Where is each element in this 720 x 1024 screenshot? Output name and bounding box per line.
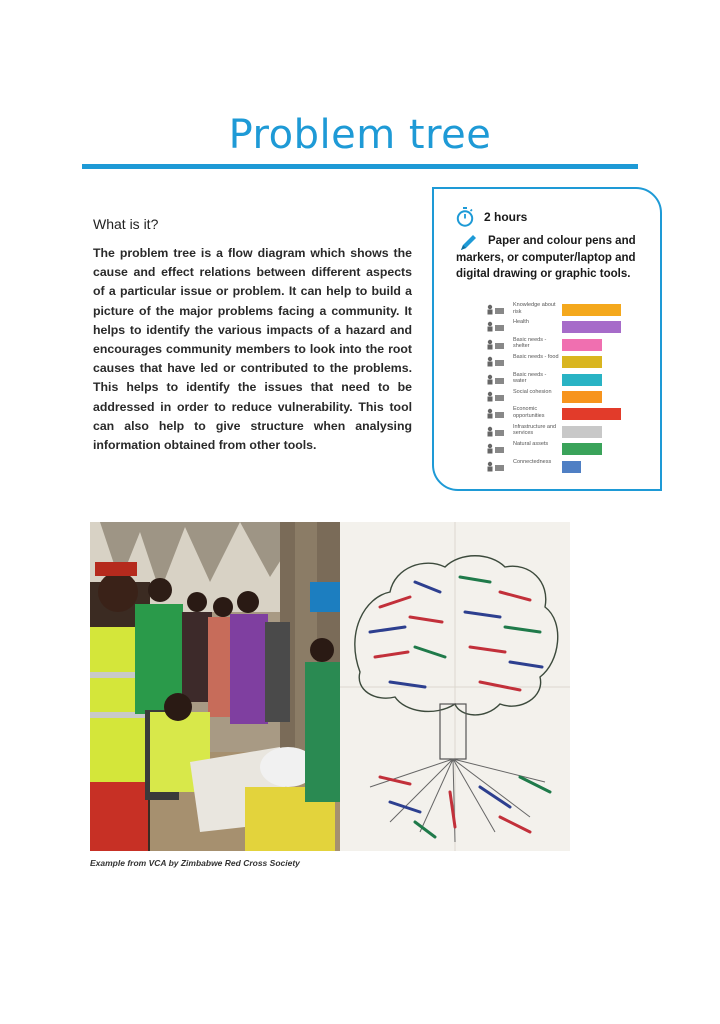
- infrastructure-icon: [482, 426, 508, 437]
- shelter-icon: [482, 339, 508, 350]
- legend-label: Economic opportunities: [513, 406, 545, 419]
- workshop-photo: [90, 522, 570, 851]
- legend-row: [482, 458, 652, 475]
- legend-row: [482, 336, 652, 353]
- legend-row: [482, 405, 652, 422]
- legend-bar: [562, 304, 621, 316]
- info-box: [432, 187, 662, 491]
- people-group-icon: [482, 391, 508, 402]
- legend-bar: [562, 461, 581, 473]
- legend-label: Basic needs - shelter: [513, 336, 547, 350]
- legend-bar: [562, 443, 602, 455]
- page-title: Problem tree: [228, 112, 492, 158]
- legend-row: [482, 388, 652, 405]
- body-text-emphasis: vulnerability: [277, 399, 350, 414]
- stopwatch-icon: [456, 207, 474, 227]
- photo-illustration: [90, 522, 570, 851]
- network-icon: [482, 461, 508, 472]
- legend-label: Health: [513, 319, 529, 326]
- resilience-legend: [482, 301, 652, 475]
- legend-bar: [562, 426, 602, 438]
- body-text: [93, 244, 412, 455]
- legend-bar: [562, 408, 621, 420]
- photo-caption: Example from VCA by Zimbabwe Red Cross Society: [90, 858, 300, 868]
- time-row: [456, 207, 527, 227]
- legend-label: Basic needs - food: [513, 354, 559, 361]
- legend-row: [482, 440, 652, 457]
- legend-label: Infrastructure and services: [513, 423, 557, 437]
- body-text-part1: The problem tree is a flow diagram which shows the cause and effect relations between different aspects of a particular issue or problem. It can help to build a picture of the major problems facing a community. It helps to identify the various impacts of a hazard and encourages community members to look into the root causes that have led or contributed to the problems. This helps to identify the issues that need to be addressed in order to reduce: [93, 246, 412, 414]
- legend-bar: [562, 321, 621, 333]
- legend-label: Basic needs - water: [513, 371, 547, 385]
- legend-label: Knowledge about risk: [513, 302, 556, 315]
- legend-row: [482, 371, 652, 388]
- legend-label: Connectedness: [513, 458, 552, 465]
- materials-text: Paper and colour pens and markers, or computer/laptop and digital drawing or graphic tools.: [456, 235, 636, 280]
- leaf-icon: [482, 443, 508, 454]
- legend-bar: [562, 391, 602, 403]
- pen-icon: [458, 233, 478, 253]
- legend-label: Social cohesion: [513, 388, 552, 395]
- legend-row: [482, 318, 652, 335]
- legend-bar: [562, 374, 602, 386]
- food-bowl-icon: [482, 356, 508, 367]
- water-tap-icon: [482, 374, 508, 385]
- legend-bar: [562, 339, 602, 351]
- time-text: 2 hours: [484, 210, 528, 224]
- book-person-icon: [482, 304, 508, 315]
- legend-label: Natural assets: [513, 441, 549, 448]
- legend-row: [482, 301, 652, 318]
- legend-bar: [562, 356, 602, 368]
- legend-row: [482, 423, 652, 440]
- health-person-icon: [482, 321, 508, 332]
- section-heading: What is it?: [93, 216, 159, 232]
- body-text-part2: . This tool can also help to give structure when analysing information obtained from other tools.: [93, 399, 412, 453]
- title-underline: [82, 164, 638, 169]
- legend-row: [482, 353, 652, 370]
- materials-row: [456, 233, 652, 283]
- hand-coins-icon: [482, 408, 508, 419]
